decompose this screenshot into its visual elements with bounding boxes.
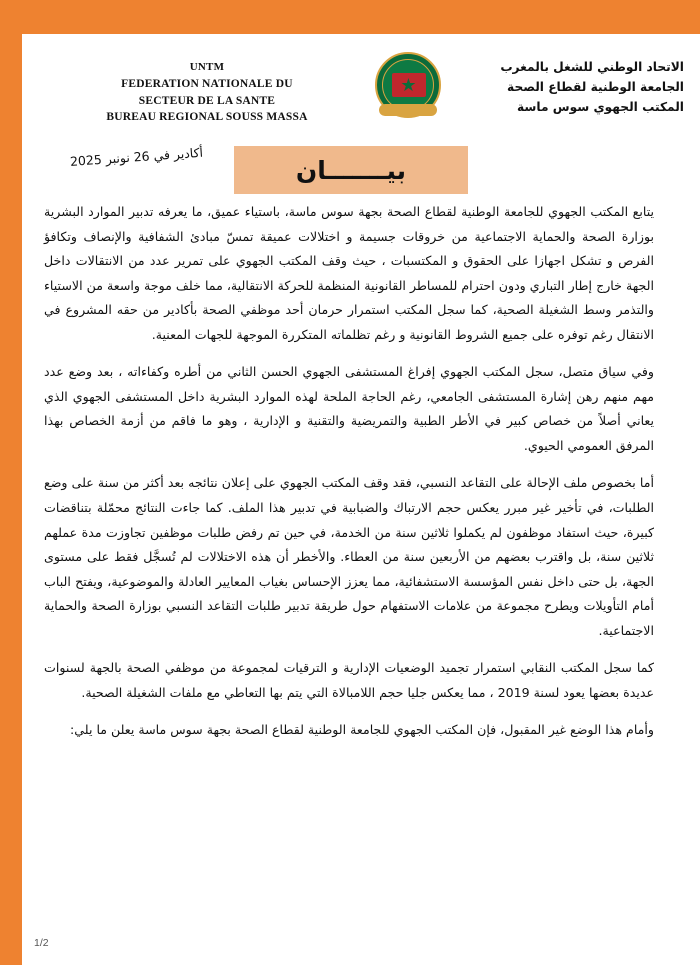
header-line-bureau: BUREAU REGIONAL SOUSS MASSA bbox=[106, 111, 308, 124]
page-number: 1/2 bbox=[34, 937, 49, 949]
top-accent-band bbox=[0, 0, 700, 34]
header-ar-line-regional: المكتب الجهوي سوس ماسة bbox=[517, 99, 684, 114]
document-body bbox=[44, 200, 654, 743]
page-title: بيـــــــان bbox=[295, 155, 407, 185]
morocco-national-emblem-icon: ★ bbox=[375, 52, 441, 118]
paragraph-1: يتابع المكتب الجهوي للجامعة الوطنية لقطاع الصحة بجهة سوس ماسة، باستياء عميق، ما يعرفه تدبير الموارد البشرية بوزارة الصحة والحماية الاجتماعية من خروقات جسيمة و اختلالات عميقة تمسّ مبادئ الشفافية والإنصاف وتكافؤ الفرص و تشكل اجهازا على الحقوق و المكتسبات ، حيث وقف المكتب الجهوي على تمرير عدد من الانتقالات داخل الجهة خارج إطار التباري ودون احترام للمساطر القانونية المنظمة للحركة الانتقالية، مما خلف موجة واسعة من الاستياء والتذمر وسط الشغيلة الصحية، كما سجل المكتب استمرار حرمان أحد موظفي الصحة بأكادير من حقه المشروع في الانتقال رغم توفره على جميع الشروط القانونية و رغم تظلماته المتكررة الموجهة للجهات المعنية. bbox=[44, 204, 654, 342]
paragraph-4: كما سجل المكتب النقابي استمرار تجميد الوضعيات الإدارية و الترقيات لمجموعة من موظفي الصحة بالجهة لسنوات عديدة بعضها يعود لسنة 2019 ، مما يعكس جليا حجم اللامبالاة التي يتم بها التعاطي مع ملفات الشغيلة الصحية. bbox=[44, 660, 654, 700]
header-ar-line-federation: الجامعة الوطنية لقطاع الصحة bbox=[507, 79, 684, 94]
header-line-untm: UNTM bbox=[189, 61, 225, 73]
paragraph-2: وفي سياق متصل، سجل المكتب الجهوي إفراغ المستشفى الجهوي الحسن الثاني من أطره وكفاءاته ، بعد وضع عدد مهم منهم رهن إشارة المستشفى الجامعي، رغم الحاجة الملحة لهذه الموارد البشرية داخل المستشفى الجهوي الذي يعاني أصلاً من خصاص كبير في الأطر الطبية والتمريضية والتقنية و الإدارية ، وهو ما فاقم من أزمة الخصاص بهذا المرفق العمومي الحيوي. bbox=[44, 364, 654, 453]
document-title-banner bbox=[234, 146, 468, 194]
title-row bbox=[22, 146, 700, 200]
paragraph-3: أما بخصوص ملف الإحالة على التقاعد النسبي، فقد وقف المكتب الجهوي على إعلان نتائجه بعد أكثر من سنة على وضع الطلبات، في تأخير غير مبرر يعكس حجم الارتباك والضبابية في تدبير هذا الملف. كما جاءت النتائج محمّلة بتناقضات كبيرة، حيث استفاد موظفون لم يكملوا ثلاثين سنة من الخدمة، في حين تم رفض طلبات موظفين تجاوزت مدة عملهم ثلاثين سنة، بل واقترب بعضهم من الأربعين سنة من العطاء. والأخطر أن هذه الاختلالات لم تُسجَّل فقط على مستوى الجهة، بل حتى داخل نفس المؤسسة الاستشفائية، مما يعزز الإحساس بغياب المعايير العادلة والموضوعية، ويفتح الباب أمام التأويلات ويطرح مجموعة من علامات الاستفهام حول طريقة تدبير طلبات التقاعد النسبي بوزارة الصحة والحماية الاجتماعية. bbox=[44, 475, 654, 638]
header-ar-line-union: الاتحاد الوطني للشغل بالمغرب bbox=[500, 60, 684, 74]
emblem-container bbox=[370, 48, 447, 118]
document-date: أكادير في 26 نونبر 2025 bbox=[69, 144, 204, 169]
paragraph-5: وأمام هذا الوضع غير المقبول، فإن المكتب الجهوي للجامعة الوطنية لقطاع الصحة بجهة سوس ماسة يعلن ما يلي: bbox=[70, 722, 654, 738]
header-line-secteur: SECTEUR DE LA SANTE bbox=[138, 94, 276, 107]
left-accent-strip bbox=[0, 0, 22, 965]
header-french-organization bbox=[22, 48, 370, 126]
header-line-federation: FEDERATION NATIONALE DU bbox=[121, 77, 293, 90]
document-header bbox=[22, 48, 700, 152]
header-arabic-organization bbox=[447, 48, 700, 117]
